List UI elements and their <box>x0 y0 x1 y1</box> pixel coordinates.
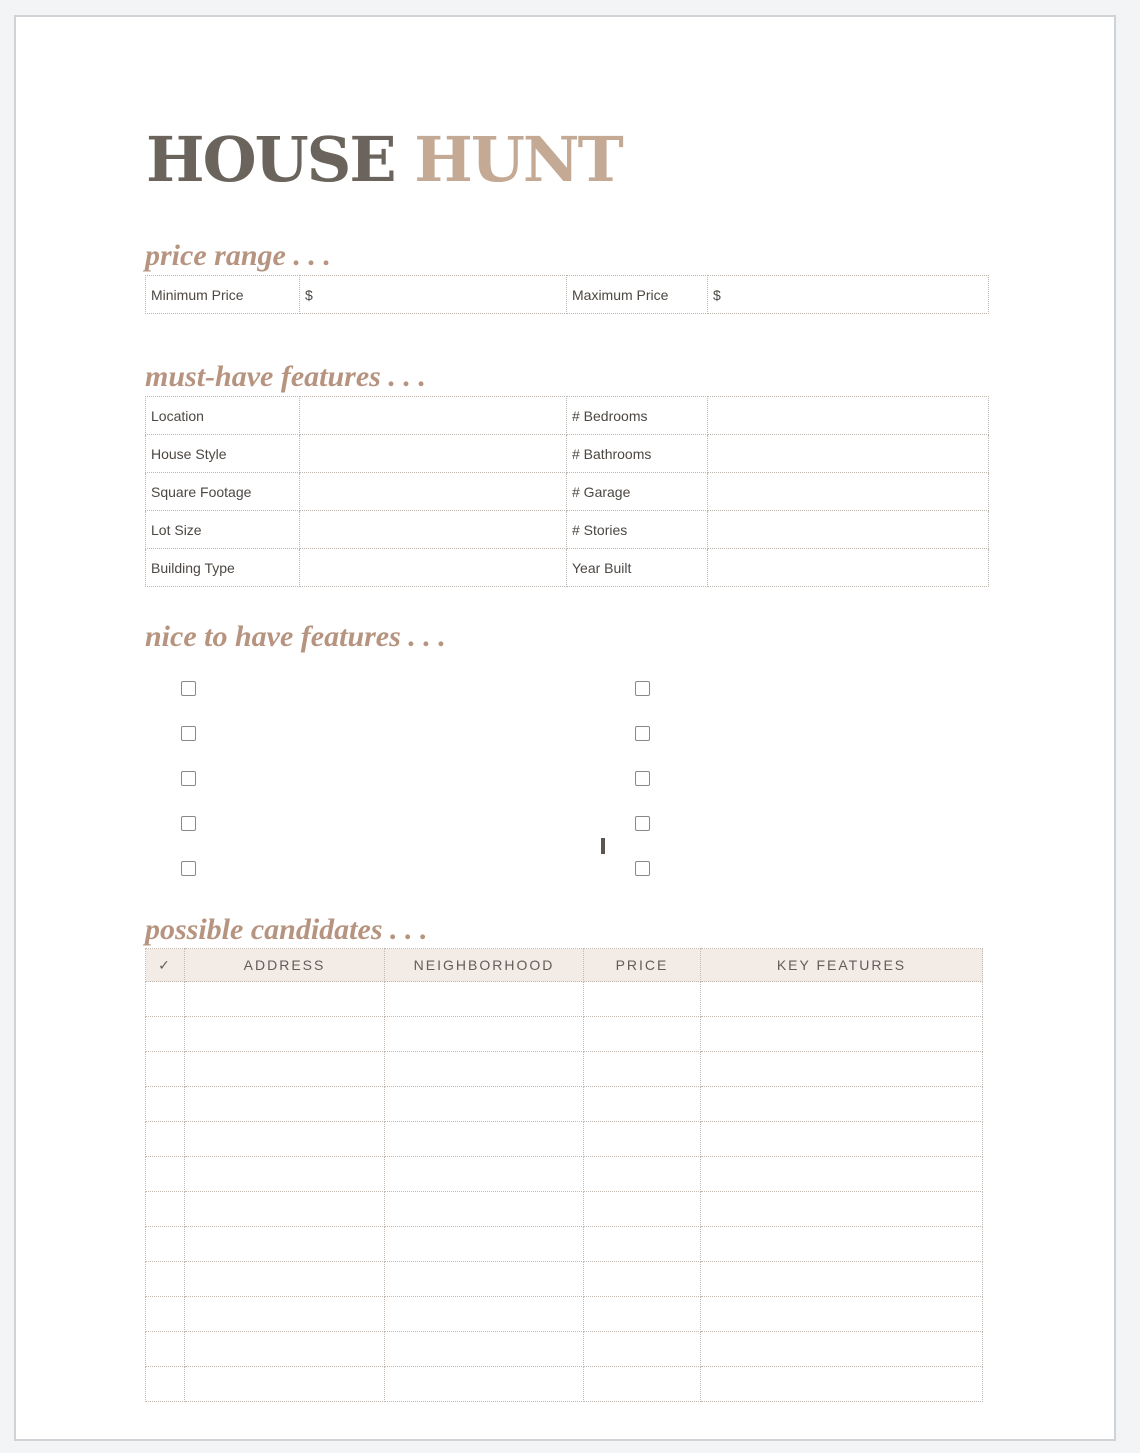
neighborhood-column-header: NEIGHBORHOOD <box>385 949 584 982</box>
address-cell[interactable] <box>185 1122 385 1157</box>
garage-label: # Garage <box>567 473 708 511</box>
check-cell[interactable] <box>146 1122 185 1157</box>
bathrooms-field[interactable] <box>708 435 989 473</box>
price-cell[interactable] <box>584 1122 701 1157</box>
check-cell[interactable] <box>146 1087 185 1122</box>
must-have-row <box>146 397 989 435</box>
check-column-header: ✓ <box>146 949 185 982</box>
nice-to-have-checkbox-7[interactable] <box>635 726 650 741</box>
location-label: Location <box>146 397 300 435</box>
must-have-table <box>145 396 989 587</box>
price-cell[interactable] <box>584 1227 701 1262</box>
house-style-label: House Style <box>146 435 300 473</box>
key-features-cell[interactable] <box>701 1122 983 1157</box>
text-cursor <box>601 838 605 854</box>
bedrooms-field[interactable] <box>708 397 989 435</box>
table-row <box>146 1297 983 1332</box>
price-cell[interactable] <box>584 1052 701 1087</box>
address-cell[interactable] <box>185 1017 385 1052</box>
garage-field[interactable] <box>708 473 989 511</box>
neighborhood-cell[interactable] <box>385 982 584 1017</box>
price-cell[interactable] <box>584 1262 701 1297</box>
maximum-price-field[interactable]: $ <box>708 276 989 314</box>
address-cell[interactable] <box>185 1087 385 1122</box>
neighborhood-cell[interactable] <box>385 1157 584 1192</box>
neighborhood-cell[interactable] <box>385 1052 584 1087</box>
table-row <box>146 1087 983 1122</box>
table-row <box>146 1122 983 1157</box>
neighborhood-cell[interactable] <box>385 1087 584 1122</box>
neighborhood-cell[interactable] <box>385 1262 584 1297</box>
neighborhood-cell[interactable] <box>385 1367 584 1402</box>
nice-to-have-checkbox-9[interactable] <box>635 816 650 831</box>
neighborhood-cell[interactable] <box>385 1192 584 1227</box>
price-cell[interactable] <box>584 1192 701 1227</box>
check-cell[interactable] <box>146 1227 185 1262</box>
price-column-header: PRICE <box>584 949 701 982</box>
check-cell[interactable] <box>146 1017 185 1052</box>
neighborhood-cell[interactable] <box>385 1297 584 1332</box>
nice-to-have-checkbox-8[interactable] <box>635 771 650 786</box>
page-title <box>146 124 622 196</box>
table-row <box>146 1227 983 1262</box>
price-cell[interactable] <box>584 1017 701 1052</box>
price-range-table <box>145 275 989 314</box>
table-row <box>146 1017 983 1052</box>
stories-label: # Stories <box>567 511 708 549</box>
address-column-header: ADDRESS <box>185 949 385 982</box>
price-cell[interactable] <box>584 982 701 1017</box>
table-row <box>146 1332 983 1367</box>
address-cell[interactable] <box>185 1052 385 1087</box>
bathrooms-label: # Bathrooms <box>567 435 708 473</box>
building-type-field[interactable] <box>300 549 567 587</box>
key-features-cell[interactable] <box>701 1332 983 1367</box>
neighborhood-cell[interactable] <box>385 1122 584 1157</box>
title-part-house: HOUSE <box>146 123 395 196</box>
key-features-cell[interactable] <box>701 1087 983 1122</box>
address-cell[interactable] <box>185 982 385 1017</box>
nice-to-have-checkbox-5[interactable] <box>181 861 196 876</box>
address-cell[interactable] <box>185 1367 385 1402</box>
stories-field[interactable] <box>708 511 989 549</box>
square-footage-field[interactable] <box>300 473 567 511</box>
square-footage-label: Square Footage <box>146 473 300 511</box>
nice-to-have-checkbox-3[interactable] <box>181 771 196 786</box>
price-cell[interactable] <box>584 1297 701 1332</box>
maximum-price-label: Maximum Price <box>567 276 708 314</box>
minimum-price-label: Minimum Price <box>146 276 300 314</box>
must-have-row <box>146 473 989 511</box>
check-cell[interactable] <box>146 1367 185 1402</box>
table-row <box>146 1262 983 1297</box>
check-cell[interactable] <box>146 1157 185 1192</box>
nice-to-have-checkbox-2[interactable] <box>181 726 196 741</box>
table-row <box>146 1367 983 1402</box>
neighborhood-cell[interactable] <box>385 1332 584 1367</box>
price-range-heading: price range . . . <box>145 239 331 272</box>
key-features-cell[interactable] <box>701 1297 983 1332</box>
key-features-cell[interactable] <box>701 1367 983 1402</box>
neighborhood-cell[interactable] <box>385 1017 584 1052</box>
year-built-label: Year Built <box>567 549 708 587</box>
table-row <box>146 1052 983 1087</box>
minimum-price-field[interactable]: $ <box>300 276 567 314</box>
nice-to-have-checkbox-10[interactable] <box>635 861 650 876</box>
key-features-cell[interactable] <box>701 1192 983 1227</box>
title-part-hunt: HUNT <box>414 123 622 196</box>
key-features-column-header: KEY FEATURES <box>701 949 983 982</box>
key-features-cell[interactable] <box>701 982 983 1017</box>
address-cell[interactable] <box>185 1227 385 1262</box>
nice-to-have-checkbox-1[interactable] <box>181 681 196 696</box>
candidates-table <box>145 948 983 1402</box>
key-features-cell[interactable] <box>701 1017 983 1052</box>
price-cell[interactable] <box>584 1157 701 1192</box>
check-cell[interactable] <box>146 1192 185 1227</box>
check-cell[interactable] <box>146 982 185 1017</box>
location-field[interactable] <box>300 397 567 435</box>
address-cell[interactable] <box>185 1192 385 1227</box>
check-cell[interactable] <box>146 1297 185 1332</box>
table-row <box>146 1192 983 1227</box>
address-cell[interactable] <box>185 1157 385 1192</box>
price-cell[interactable] <box>584 1367 701 1402</box>
address-cell[interactable] <box>185 1262 385 1297</box>
neighborhood-cell[interactable] <box>385 1227 584 1262</box>
building-type-label: Building Type <box>146 549 300 587</box>
table-row <box>146 982 983 1017</box>
nice-to-have-heading: nice to have features . . . <box>145 620 446 653</box>
price-cell[interactable] <box>584 1087 701 1122</box>
house-style-field[interactable] <box>300 435 567 473</box>
must-have-row <box>146 511 989 549</box>
candidates-header-row <box>146 949 983 982</box>
key-features-cell[interactable] <box>701 1157 983 1192</box>
key-features-cell[interactable] <box>701 1052 983 1087</box>
candidates-heading: possible candidates . . . <box>145 913 428 946</box>
year-built-field[interactable] <box>708 549 989 587</box>
nice-to-have-checkbox-4[interactable] <box>181 816 196 831</box>
address-cell[interactable] <box>185 1332 385 1367</box>
table-row <box>146 1157 983 1192</box>
must-have-row <box>146 435 989 473</box>
key-features-cell[interactable] <box>701 1227 983 1262</box>
check-cell[interactable] <box>146 1052 185 1087</box>
must-have-heading: must-have features . . . <box>145 360 426 393</box>
price-cell[interactable] <box>584 1332 701 1367</box>
nice-to-have-checkbox-6[interactable] <box>635 681 650 696</box>
check-cell[interactable] <box>146 1262 185 1297</box>
bedrooms-label: # Bedrooms <box>567 397 708 435</box>
lot-size-field[interactable] <box>300 511 567 549</box>
lot-size-label: Lot Size <box>146 511 300 549</box>
must-have-row <box>146 549 989 587</box>
check-cell[interactable] <box>146 1332 185 1367</box>
address-cell[interactable] <box>185 1297 385 1332</box>
key-features-cell[interactable] <box>701 1262 983 1297</box>
